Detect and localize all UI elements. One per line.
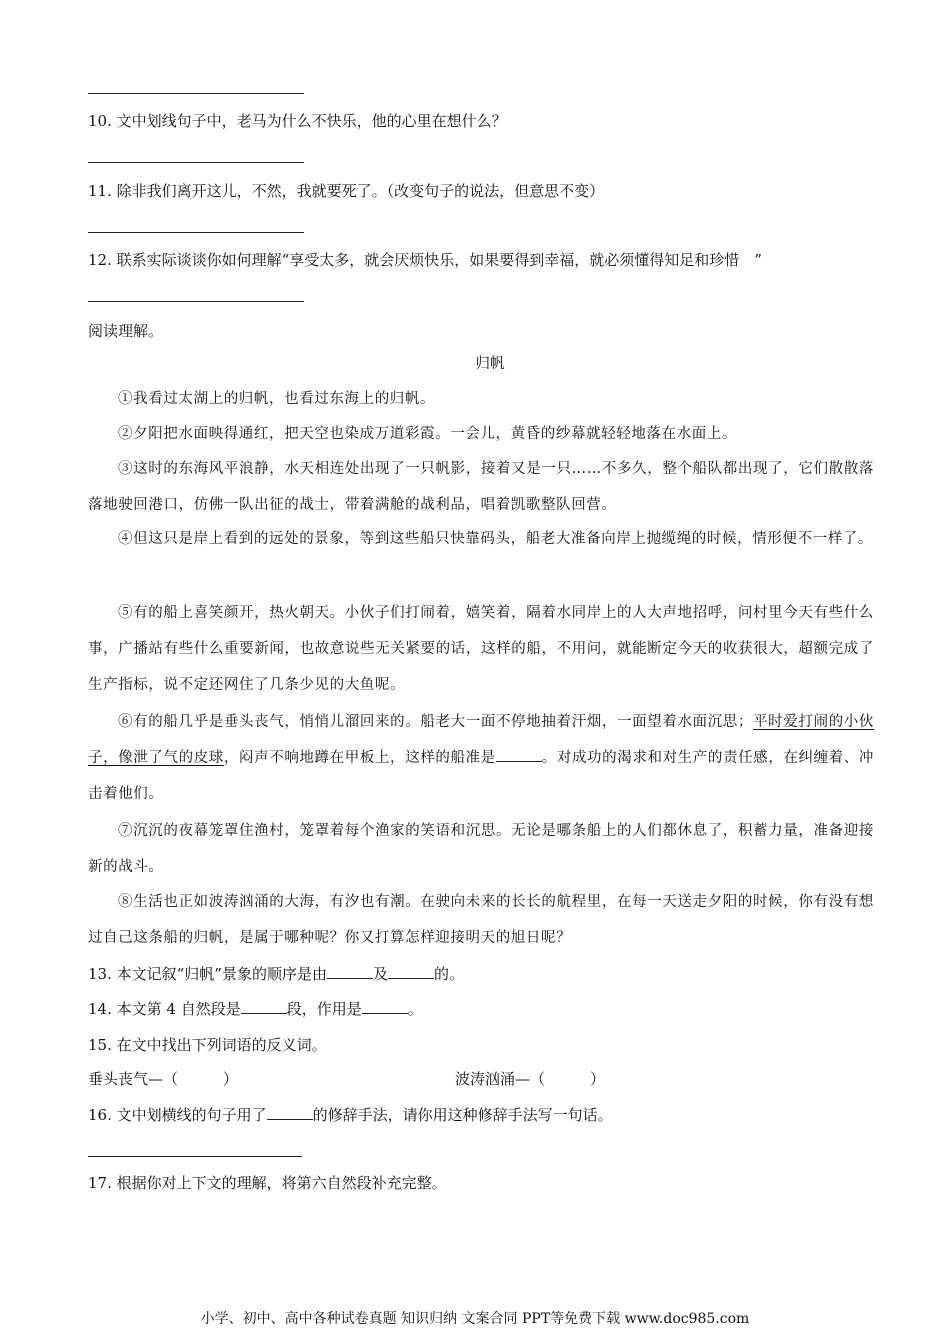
paragraph-6-part-c: 。对成功的渴求和对生产的责任感，在纠缠着、冲击着他们。 [88, 750, 874, 802]
blank-q14-1[interactable] [241, 999, 287, 1014]
question-10: 10. 文中划线句子中，老马为什么不快乐，他的心里在想什么？ [88, 112, 507, 130]
q15-item-2[interactable]: 波涛汹涌—（ ） [455, 1070, 606, 1088]
question-13 [88, 963, 464, 985]
q14-text-c: 。 [407, 1000, 423, 1018]
answer-line-11[interactable] [88, 232, 304, 233]
section-label: 阅读理解。 [88, 322, 164, 340]
article-title: 归帆 [475, 356, 505, 372]
underlined-sentence: 平时爱打闹的小伙子，像泄了气的皮球 [88, 714, 874, 766]
paragraph-6 [88, 704, 874, 812]
question-14 [88, 998, 423, 1020]
answer-line-9[interactable] [88, 93, 304, 94]
blank-q13-1[interactable] [327, 964, 373, 979]
answer-line-16[interactable] [88, 1156, 302, 1157]
paragraph-3: ③这时的东海风平浪静，水天相连处出现了一只帆影，接着又是一只……不多久，整个船队都出现了，它们散散落落地驶回港口，仿佛一队出征的战士，带着满舱的战利品，唱着凯歌整队回营。 [88, 461, 874, 513]
paragraph-5: ⑤有的船上喜笑颜开，热火朝天。小伙子们打闹着，嬉笑着，隔着水同岸上的人大声地招呼，问村里今天有些什么事，广播站有些什么重要新闻，也故意说些无关紧要的话，这样的船，不用问，就能断定今天的收获很大，超额完成了生产指标，说不定还网住了几条少见的大鱼呢。 [88, 605, 874, 693]
answer-line-12[interactable] [88, 301, 304, 302]
question-17: 17. 根据你对上下文的理解，将第六自然段补充完整。 [88, 1174, 447, 1192]
paragraph-4: ④但这只是岸上看到的远处的景象，等到这些船只快靠码头，船老大准备向岸上抛缆绳的时候，情形便不一样了。 [118, 531, 873, 547]
q14-text-a: 14. 本文第 4 自然段是 [88, 1000, 241, 1018]
q13-text-a: 13. 本文记叙“归帆”景象的顺序是由 [88, 965, 327, 983]
blank-q13-2[interactable] [388, 964, 434, 979]
question-12: 12. 联系实际谈谈你如何理解“享受太多，就会厌烦快乐，如果要得到幸福，就必须懂得知足和珍惜 ” [88, 251, 762, 269]
paragraph-8: ⑧生活也正如波涛汹涌的大海，有汐也有潮。在驶向未来的长长的航程里，在每一天送走夕阳的时候，你有没有想过自己这条船的归帆，是属于哪种呢？你又打算怎样迎接明天的旭日呢？ [88, 894, 874, 946]
q13-text-b: 及 [372, 965, 388, 983]
paragraph-7: ⑦沉沉的夜幕笼罩住渔村，笼罩着每个渔家的笑语和沉思。无论是哪条船上的人们都休息了，积蓄力量，准备迎接新的战斗。 [88, 823, 874, 875]
q16-text-a: 16. 文中划横线的句子用了 [88, 1106, 267, 1124]
question-16 [88, 1104, 613, 1126]
paragraph-6-part-a: ⑥有的船几乎是垂头丧气，悄悄儿溜回来的。船老大一面不停地抽着汗烟，一面望着水面沉思； [118, 714, 754, 730]
blank-q14-2[interactable] [362, 999, 408, 1014]
q14-text-b: 段，作用是 [286, 1000, 362, 1018]
question-15: 15. 在文中找出下列词语的反义词。 [88, 1036, 327, 1054]
q15-item-1[interactable]: 垂头丧气—（ ） [88, 1070, 239, 1088]
paragraph-2: ②夕阳把水面映得通红，把天空也染成万道彩霞。一会儿，黄昏的纱幕就轻轻地落在水面上。 [118, 426, 738, 442]
q16-text-b: 的修辞手法，请你用这种修辞手法写一句话。 [312, 1106, 613, 1124]
blank-q16[interactable] [267, 1105, 313, 1120]
blank-p6[interactable] [496, 747, 542, 762]
answer-line-10[interactable] [88, 162, 304, 163]
footer-text: 小学、初中、高中各种试卷真题 知识归纳 文案合同 PPT等免费下载 www.doc985.com [200, 1311, 750, 1327]
question-11: 11. 除非我们离开这儿，不然，我就要死了。（改变句子的说法，但意思不变） [88, 182, 605, 200]
paragraph-1: ①我看过太湖上的归帆，也看过东海上的归帆。 [118, 391, 436, 407]
q13-text-c: 的。 [433, 965, 464, 983]
paragraph-6-part-b: ，闷声不响地蹲在甲板上，这样的船准是 [223, 750, 496, 766]
